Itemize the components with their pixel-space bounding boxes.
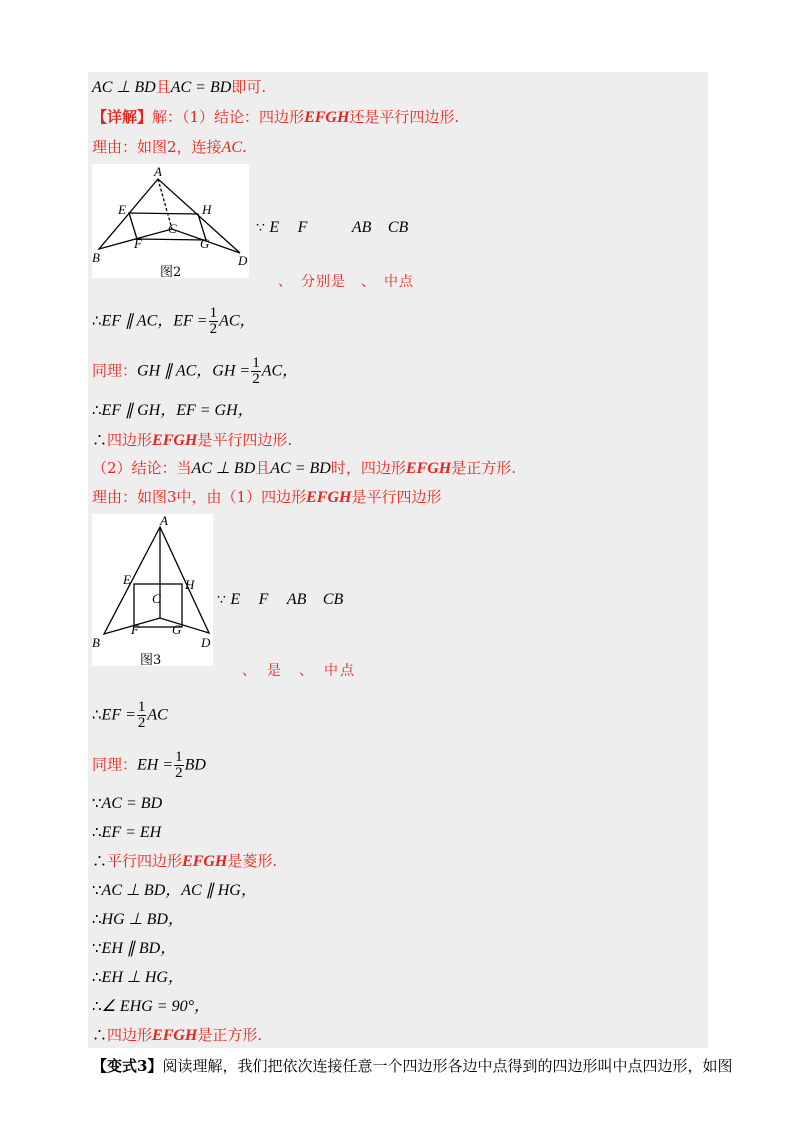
fraction-num: 1 xyxy=(175,749,183,765)
math-e: E xyxy=(230,591,241,608)
text-tail: 是平行四边形. xyxy=(197,431,293,449)
ef-parallel-ac-line xyxy=(92,306,256,337)
math-f: F xyxy=(297,219,308,236)
fig2-label-d: D xyxy=(238,253,248,268)
math-ef-gh: EF ∥ GH，EF = GH， xyxy=(101,402,254,419)
math-ac-eq-bd: AC = BD xyxy=(270,460,331,477)
text-tail: 即可. xyxy=(231,78,267,96)
fraction-den: 2 xyxy=(175,765,183,781)
reason-text: 理由：如图3中，由（1）四边形 xyxy=(92,488,307,506)
math-efgh: EFGH xyxy=(152,1027,198,1044)
fig2-label-g: G xyxy=(200,236,210,251)
therefore-symbol: ∴ xyxy=(92,705,102,724)
fraction-den: 2 xyxy=(252,371,260,387)
detail-tail: 还是平行四边形. xyxy=(349,108,460,126)
fig2-label-b: B xyxy=(92,250,100,265)
text-parallelogram: 平行四边形 xyxy=(107,852,183,870)
math-ac-perp-hg: AC ⊥ BD，AC ∥ HG， xyxy=(101,882,257,899)
detail-text: 解：（1）结论：四边形 xyxy=(152,108,305,126)
therefore-symbol: ∴ xyxy=(92,997,102,1015)
fig3-label-g: G xyxy=(172,622,182,637)
fig2-label-f: F xyxy=(134,236,142,251)
fig3-label-b: B xyxy=(92,635,100,650)
math-ef-eq-eh: EF = EH xyxy=(101,824,162,841)
math-ac-eq-bd: AC = BD xyxy=(170,79,232,96)
figure-2-diagram xyxy=(92,164,249,278)
fraction-half xyxy=(174,750,184,781)
fig2-caption: 图2 xyxy=(160,265,182,278)
math-hg-perp-bd: HG ⊥ BD， xyxy=(101,911,184,928)
math-ef: EF = xyxy=(101,706,136,724)
math-eh-parallel-bd: EH ∥ BD， xyxy=(101,940,177,957)
fig3-caption: 图3 xyxy=(140,653,162,666)
fig2-label-h: H xyxy=(202,202,212,217)
detail-label: 【详解】 xyxy=(92,108,153,126)
math-e: E xyxy=(269,219,280,236)
eh-perp-hg-line xyxy=(92,967,184,988)
math-ac-eq-bd: AC = BD xyxy=(101,795,163,812)
because-symbol: ∵ xyxy=(92,939,102,957)
math-efgh: EFGH xyxy=(405,460,452,477)
math-efgh: EFGH xyxy=(304,109,350,126)
reason-line-2 xyxy=(92,487,441,508)
fig3-label-c: C xyxy=(152,591,161,606)
math-ac-perp-bd: AC ⊥ BD xyxy=(191,460,256,477)
therefore-symbol: ∴ xyxy=(92,823,102,841)
math-ac-tail: AC， xyxy=(261,362,299,380)
ef-parallel-gh-line xyxy=(92,400,254,421)
fig3-label-e: E xyxy=(123,572,131,587)
math-gh-ac: GH ∥ AC，GH = xyxy=(137,362,251,380)
figure-2 xyxy=(92,164,249,278)
fig3-label-f: F xyxy=(131,622,139,637)
fig2-label-a: A xyxy=(154,164,162,179)
hg-perp-bd-line xyxy=(92,909,184,930)
math-efgh: EFGH xyxy=(152,432,198,449)
ef-eq-eh-line xyxy=(92,822,161,843)
reason-tail: 是平行四边形 xyxy=(351,488,442,506)
fig2-label-e: E xyxy=(118,202,126,217)
fraction-half xyxy=(209,306,219,337)
math-efgh: EFGH xyxy=(182,853,228,870)
fraction-half xyxy=(251,356,261,387)
fraction-half xyxy=(137,700,147,731)
fig3-label-h: H xyxy=(185,577,195,592)
reason-line-1 xyxy=(92,137,247,158)
therefore-symbol: ∴ xyxy=(92,968,102,986)
text-quad: 四边形 xyxy=(107,431,153,449)
variant-label: 【变式3】 xyxy=(92,1057,163,1075)
math-efgh: EFGH xyxy=(306,489,352,506)
text-quad: 四边形 xyxy=(107,1026,153,1044)
figure-3 xyxy=(92,514,213,666)
because-symbol: ∵ xyxy=(256,220,265,236)
part2-conclusion xyxy=(92,458,516,479)
fig2-because-line xyxy=(256,219,408,237)
fig3-label-a: A xyxy=(160,514,168,528)
because-symbol: ∵ xyxy=(92,881,102,899)
fraction-num: 1 xyxy=(137,699,146,715)
fig3-because-line xyxy=(217,591,343,609)
math-ef-ac: EF ∥ AC，EF = xyxy=(101,312,208,330)
eh-parallel-bd-line xyxy=(92,938,176,959)
fig3-label-d: D xyxy=(201,635,211,650)
therefore-symbol: ∴ xyxy=(92,852,108,870)
condition-line xyxy=(92,77,266,98)
ac-perp-line xyxy=(92,880,257,901)
math-ac: AC xyxy=(147,706,168,724)
fraction-den: 2 xyxy=(209,321,218,337)
math-ac-tail: AC， xyxy=(219,312,256,330)
text-tail: 是菱形. xyxy=(227,852,278,870)
math-ac: AC xyxy=(221,139,242,156)
fig2-label-c: C xyxy=(168,221,177,236)
fraction-num: 1 xyxy=(209,305,218,321)
math-eh-perp-hg: EH ⊥ HG， xyxy=(101,969,184,986)
ac-eq-bd-line xyxy=(92,793,162,814)
because-symbol: ∵ xyxy=(217,592,226,608)
text-tail: 是正方形. xyxy=(451,459,516,477)
eh-half-bd-line xyxy=(92,750,206,781)
detail-line xyxy=(92,107,459,128)
similarly-label: 同理： xyxy=(92,361,138,380)
fraction-num: 1 xyxy=(252,355,260,371)
therefore-symbol: ∴ xyxy=(92,1026,108,1044)
similarly-label: 同理： xyxy=(92,755,138,774)
math-eh: EH = xyxy=(137,756,174,774)
parallelogram-conclusion xyxy=(92,430,292,451)
because-symbol: ∵ xyxy=(92,794,102,812)
figure-3-diagram xyxy=(92,514,213,666)
fraction-den: 2 xyxy=(137,715,146,731)
math-ac-perp-bd: AC ⊥ BD xyxy=(92,79,156,96)
reason-text: 理由：如图2，连接 xyxy=(92,138,222,156)
therefore-symbol: ∴ xyxy=(92,910,102,928)
text-qie: 且 xyxy=(155,78,171,96)
math-f: F xyxy=(258,591,269,608)
math-ab: AB xyxy=(286,591,307,608)
fig3-midpoint-text: 、 是 、 中点 xyxy=(242,663,356,679)
math-cb: CB xyxy=(322,591,344,608)
math-bd: BD xyxy=(184,756,206,774)
variant-3-intro xyxy=(92,1056,732,1076)
therefore-symbol: ∴ xyxy=(92,311,102,330)
angle-90-line xyxy=(92,996,210,1017)
variant-text: 阅读理解，我们把依次连接任意一个四边形各边中点得到的四边形叫中点四边形，如图 xyxy=(162,1057,733,1075)
ef-half-ac-line xyxy=(92,700,168,731)
fig2-midpoint-text: 、 分别是 、 中点 xyxy=(278,274,414,290)
reason-tail: . xyxy=(242,138,247,156)
math-ab: AB xyxy=(351,219,372,236)
square-conclusion xyxy=(92,1025,262,1046)
therefore-symbol: ∴ xyxy=(92,401,102,419)
text-shi: 时，四边形 xyxy=(330,459,406,477)
text-part2: （2）结论：当 xyxy=(92,459,192,477)
text-tail: 是正方形. xyxy=(197,1026,263,1044)
therefore-symbol: ∴ xyxy=(92,431,108,449)
math-cb: CB xyxy=(387,219,409,236)
math-angle-ehg: ∠ EHG = 90°， xyxy=(101,998,210,1015)
gh-parallel-ac-line xyxy=(92,356,298,387)
rhombus-conclusion xyxy=(92,851,277,872)
text-qie: 且 xyxy=(255,459,271,477)
